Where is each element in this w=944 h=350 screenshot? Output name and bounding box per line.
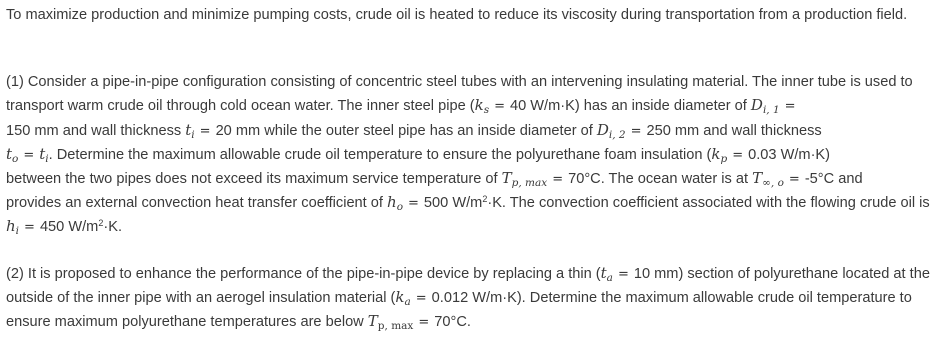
- ta-value: 10 mm) section of polyurethane located at the outside of the inner pipe with an aerogel insulation material (: [6, 265, 930, 306]
- symbol-h: h: [387, 193, 397, 212]
- symbol-T: T: [501, 169, 512, 188]
- subscript-a: a: [606, 271, 613, 284]
- symbol-T: T: [752, 169, 763, 188]
- equals-sign: =: [552, 172, 564, 188]
- subscript-pmax: p, max: [377, 320, 414, 333]
- subscript-i1: i, 1: [762, 104, 780, 117]
- symbol-k: k: [395, 287, 405, 306]
- equals-sign: =: [415, 290, 427, 306]
- kp-value: 0.03 W/m·K): [748, 146, 831, 163]
- symbol-t: t: [600, 263, 607, 282]
- part1-text: . Determine the maximum allowable crude oil temperature to ensure the polyurethane foam insulation (: [48, 146, 712, 163]
- part2-text: (2) It is proposed to enhance the performance of the pipe-in-pipe device by replacing a thin (: [6, 265, 601, 282]
- hi-value: 450 W/m: [39, 219, 99, 236]
- superscript-2: 2: [98, 218, 104, 229]
- subscript-inf-o: ∞, o: [762, 177, 784, 190]
- tpmax-value: 70°C.: [434, 314, 471, 331]
- part1-text: between the two pipes does not exceed its maximum service temperature of: [6, 171, 502, 188]
- equals-sign: =: [408, 196, 419, 212]
- ka-value: 0.012 W/m·K). Determine the maximum allowable crude oil temperature to ensure maximum polyurethane temperatures are below: [6, 289, 912, 331]
- symbol-h: h: [6, 217, 16, 236]
- part1-text: ·K.: [103, 219, 122, 236]
- equals-sign: =: [784, 99, 796, 115]
- ti-value: 20 mm while the outer steel pipe has an inside diameter of: [215, 122, 597, 139]
- subscript-i: i: [45, 152, 49, 165]
- symbol-t: t: [6, 144, 13, 163]
- symbol-t: t: [185, 120, 192, 139]
- equals-sign: =: [23, 147, 35, 163]
- part2-paragraph: [6, 262, 938, 335]
- equals-sign: =: [199, 123, 211, 139]
- ho-value: 500 W/m: [423, 195, 483, 212]
- part1-text: ·K. The convection coefficient associated with the flowing crude oil is: [487, 195, 930, 212]
- symbol-k: k: [711, 144, 721, 163]
- equals-sign: =: [732, 147, 744, 163]
- symbol-t: t: [39, 144, 46, 163]
- subscript-i: i: [15, 225, 20, 238]
- subscript-i: i: [191, 128, 195, 141]
- subscript-o: o: [12, 152, 19, 165]
- tpmax-value: 70°C. The ocean water is at: [568, 171, 753, 188]
- superscript-2: 2: [482, 194, 488, 205]
- equals-sign: =: [617, 266, 629, 282]
- symbol-T: T: [367, 312, 378, 331]
- subscript-s: s: [483, 104, 490, 117]
- intro-paragraph: [6, 4, 938, 27]
- equals-sign: =: [630, 123, 642, 139]
- subscript-p: p: [720, 152, 728, 165]
- di2-value: 250 mm and wall thickness: [646, 122, 822, 139]
- equals-sign: =: [788, 172, 800, 188]
- subscript-i2: i, 2: [608, 128, 626, 141]
- part1-text: provides an external convection heat transfer coefficient of: [6, 195, 388, 212]
- part1-text: (1) Consider a pipe-in-pipe configuration consisting of concentric steel tubes with an intervening insulating material. The inner tube is used to transport warm crude oil through cold ocean water. The inner steel pipe (: [6, 74, 913, 115]
- intro-text: To maximize production and minimize pumping costs, crude oil is heated to reduce its viscosity during transportation from a production field.: [6, 7, 908, 23]
- tinf-value: -5°C and: [804, 171, 863, 188]
- ks-value: 40 W/m·K) has an inside diameter of: [510, 98, 751, 115]
- subscript-o: o: [396, 201, 404, 214]
- subscript-a: a: [404, 295, 411, 308]
- equals-sign: =: [494, 99, 505, 115]
- symbol-D: D: [750, 96, 763, 115]
- symbol-D: D: [596, 120, 609, 139]
- symbol-k: k: [474, 96, 484, 115]
- subscript-pmax: p, max: [511, 177, 548, 190]
- di1-value: 150 mm and wall thickness: [6, 122, 186, 139]
- equals-sign: =: [24, 220, 35, 236]
- part1-paragraph: [6, 71, 938, 239]
- equals-sign: =: [418, 315, 430, 331]
